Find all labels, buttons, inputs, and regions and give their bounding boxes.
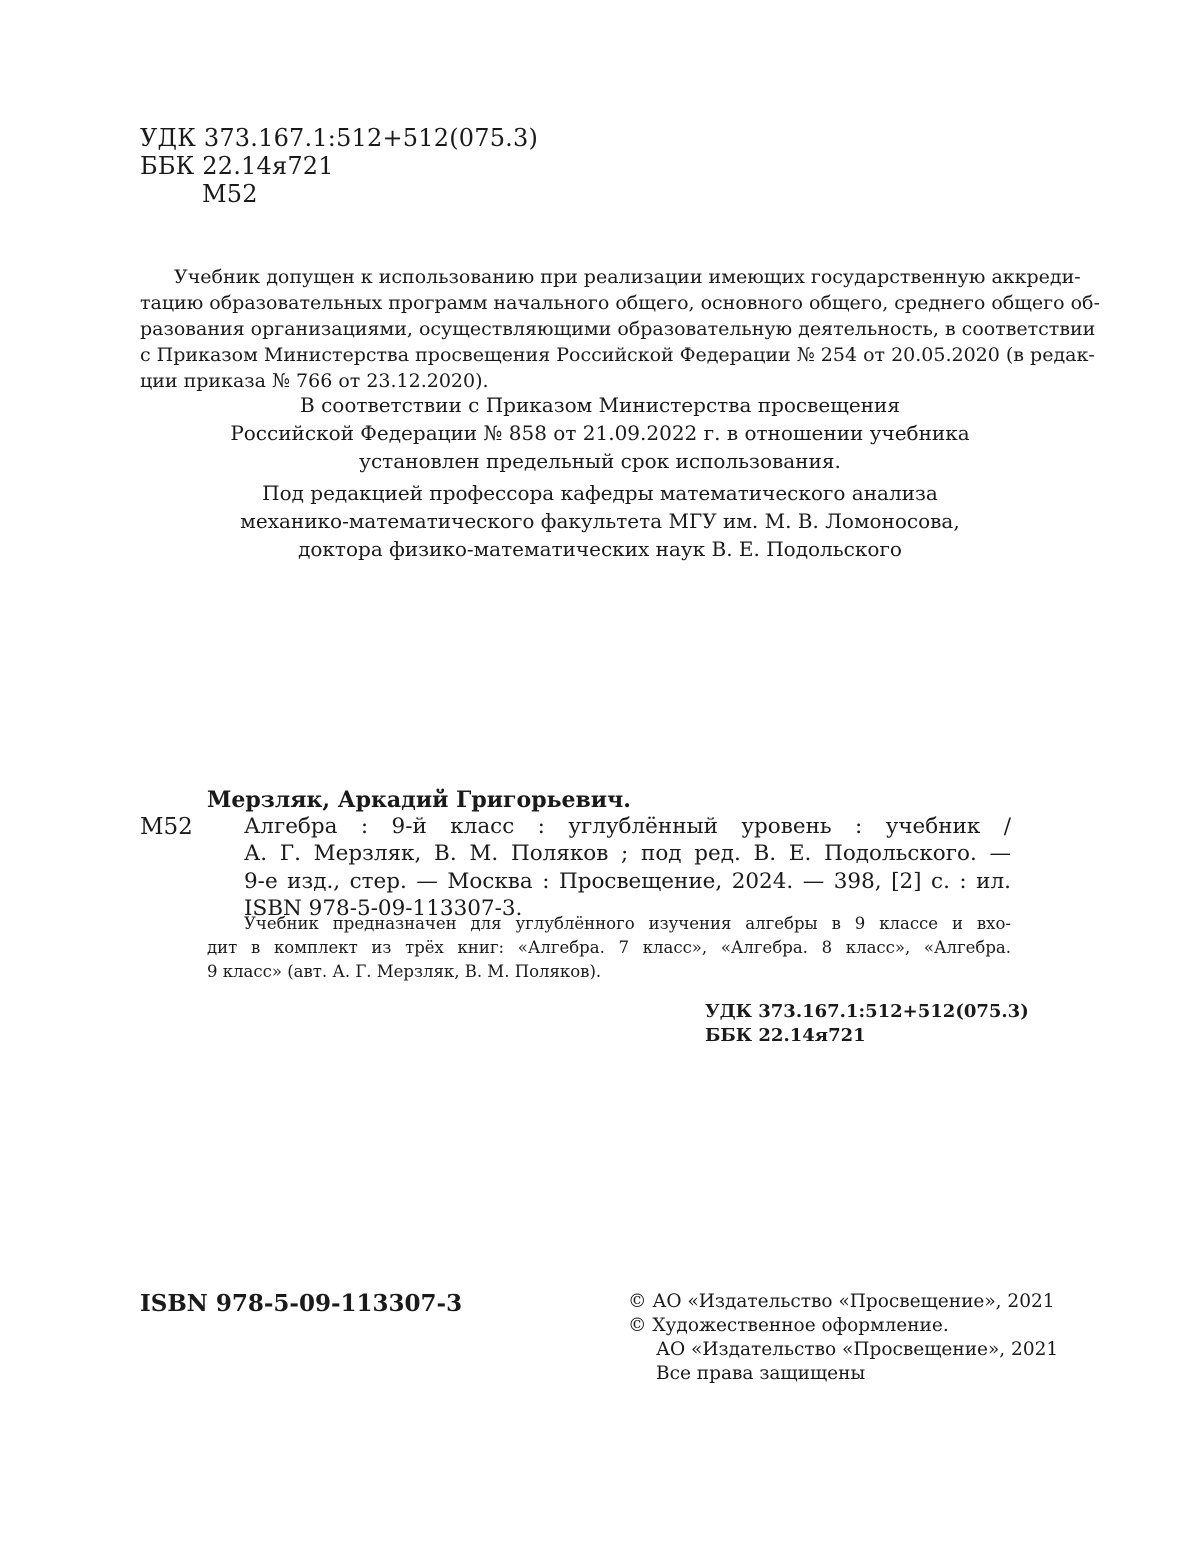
deadline-line: В соответствии с Приказом Министерства просвещения xyxy=(300,393,900,417)
record-line: А. Г. Мерзляк, В. М. Поляков ; под ред. В. Е. Подольского. — xyxy=(244,841,1011,867)
bibliographic-author-mark: М52 xyxy=(140,814,193,840)
top-author-mark: М52 xyxy=(202,180,258,208)
copyright-notice xyxy=(628,1290,1058,1386)
top-udk-code: УДК 373.167.1:512+512(075.3) xyxy=(140,124,539,152)
bibliographic-record xyxy=(207,813,1011,922)
record-line: Алгебра : 9-й класс : углублённый уровень : учебник / xyxy=(244,814,1011,839)
deadline-line: Российской Федерации № 858 от 21.09.2022 г. в отношении учебника xyxy=(230,421,970,445)
annotation-line: дит в комплект из трёх книг: «Алгебра. 7 класс», «Алгебра. 8 класс», «Алгебра. xyxy=(207,938,1011,957)
bottom-bbk-code: ББК 22.14я721 xyxy=(705,1025,866,1046)
annotation-line: Учебник предназначен для углублённого изучения алгебры в 9 классе и вхо- xyxy=(244,914,1011,933)
book-annotation xyxy=(207,912,1011,984)
bibliographic-author-heading: Мерзляк, Аркадий Григорьевич. xyxy=(207,787,631,813)
record-line: 9-е изд., стер. — Москва : Просвещение, 2024. — 398, [2] с. : ил. xyxy=(244,868,1011,894)
top-bbk-code: ББК 22.14я721 xyxy=(140,152,334,180)
approval-line: ции приказа № 766 от 23.12.2020). xyxy=(140,370,489,392)
copyright-line: АО «Издательство «Просвещение», 2021 xyxy=(656,1339,1059,1360)
copyright-line: Все права защищены xyxy=(656,1363,866,1384)
approval-line: с Приказом Министерства просвещения Российской Федерации № 254 от 20.05.2020 (в редак- xyxy=(140,344,1095,366)
copyright-line: © АО «Издательство «Просвещение», 2021 xyxy=(628,1291,1055,1312)
editor-notice xyxy=(140,479,1060,563)
deadline-line: установлен предельный срок использования. xyxy=(359,449,841,473)
approval-line: тацию образовательных программ начального общего, основного общего, среднего общего об- xyxy=(140,292,1100,314)
editor-line: доктора физико-математических наук В. Е. Подольского xyxy=(298,537,902,561)
approval-line: Учебник допущен к использованию при реализации имеющих государственную аккреди- xyxy=(174,266,1081,288)
approval-line: разования организациями, осуществляющими образовательную деятельность, в соответствии xyxy=(140,318,1096,340)
copyright-line: © Художественное оформление. xyxy=(628,1315,949,1336)
editor-line: механико-математического факультета МГУ им. М. В. Ломоносова, xyxy=(240,509,960,533)
isbn-number: ISBN 978-5-09-113307-3 xyxy=(140,1290,463,1317)
record-line: ISBN 978-5-09-113307-3. xyxy=(244,895,523,921)
top-classification-codes xyxy=(140,124,538,208)
editor-line: Под редакцией профессора кафедры математического анализа xyxy=(262,481,938,505)
annotation-line: 9 класс» (авт. А. Г. Мерзляк, В. М. Поляков). xyxy=(207,962,602,981)
bottom-classification-codes xyxy=(705,1000,1029,1048)
usage-deadline-notice xyxy=(140,391,1060,475)
bottom-udk-code: УДК 373.167.1:512+512(075.3) xyxy=(705,1001,1029,1022)
approval-notice xyxy=(140,264,1100,394)
